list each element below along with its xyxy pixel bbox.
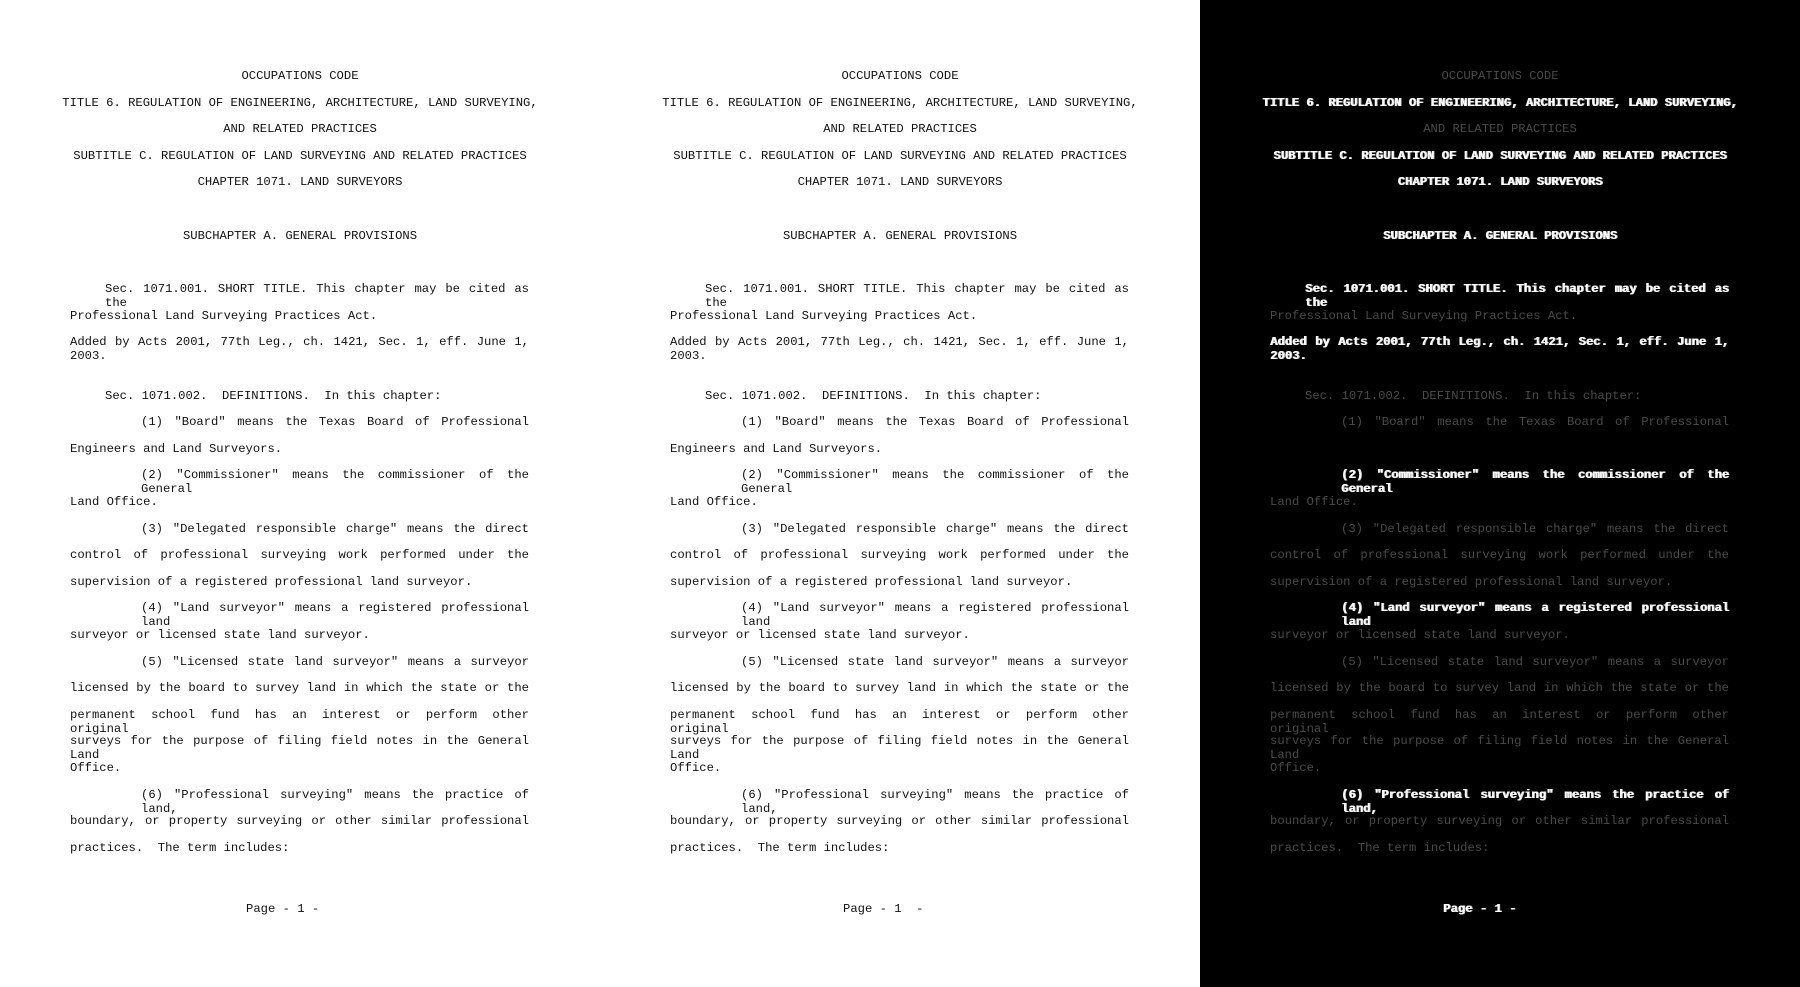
body-line: control of professional surveying work performed under the bbox=[70, 548, 529, 562]
body-line: (6) "Professional surveying" means the practice of land, bbox=[141, 788, 529, 816]
body-line: Engineers and Land Surveyors. bbox=[670, 442, 883, 456]
body-line: (3) "Delegated responsible charge" means the direct bbox=[141, 522, 529, 536]
body-line: surveys for the purpose of filing field notes in the General Land bbox=[670, 734, 1129, 762]
body-line: control of professional surveying work performed under the bbox=[1270, 548, 1729, 562]
body-line: Professional Land Surveying Practices Act. bbox=[1270, 309, 1578, 323]
body-line: surveys for the purpose of filing field notes in the General Land bbox=[1270, 734, 1729, 762]
body-line: (6) "Professional surveying" means the practice of land, bbox=[1341, 788, 1729, 816]
body-line: (5) "Licensed state land surveyor" means a surveyor bbox=[741, 655, 1129, 669]
body-line: Sec. 1071.001. SHORT TITLE. This chapter may be cited as the bbox=[705, 282, 1129, 310]
body-line: Professional Land Surveying Practices Act. bbox=[670, 309, 978, 323]
subchapter-heading: SUBCHAPTER A. GENERAL PROVISIONS bbox=[1382, 229, 1618, 243]
body-line: boundary, or property surveying or other similar professional bbox=[670, 814, 1129, 828]
body-line: surveys for the purpose of filing field notes in the General Land bbox=[70, 734, 529, 762]
header-subtitle: SUBTITLE C. REGULATION OF LAND SURVEYING AND RELATED PRACTICES bbox=[673, 149, 1127, 163]
body-line: (2) "Commissioner" means the commissioner of the General bbox=[741, 468, 1129, 496]
body-line: supervision of a registered professional land surveyor. bbox=[1270, 575, 1673, 589]
header-title-line1: TITLE 6. REGULATION OF ENGINEERING, ARCHITECTURE, LAND SURVEYING, bbox=[62, 96, 538, 110]
document-page-diff bbox=[1200, 0, 1800, 987]
body-line: supervision of a registered professional land surveyor. bbox=[670, 575, 1073, 589]
body-line: supervision of a registered professional land surveyor. bbox=[70, 575, 473, 589]
header-title-line1: TITLE 6. REGULATION OF ENGINEERING, ARCHITECTURE, LAND SURVEYING, bbox=[662, 96, 1138, 110]
header-title-line2: AND RELATED PRACTICES bbox=[1423, 122, 1577, 136]
header-code: OCCUPATIONS CODE bbox=[241, 69, 359, 83]
body-line: surveyor or licensed state land surveyor. bbox=[70, 628, 370, 642]
body-line: Sec. 1071.001. SHORT TITLE. This chapter may be cited as the bbox=[1305, 282, 1729, 310]
body-line: permanent school fund has an interest or perform other original bbox=[1270, 708, 1729, 736]
body-line: practices. The term includes: bbox=[70, 841, 290, 855]
body-line: Office. bbox=[670, 761, 722, 775]
body-line: Sec. 1071.001. SHORT TITLE. This chapter may be cited as the bbox=[105, 282, 529, 310]
body-line: (6) "Professional surveying" means the practice of land, bbox=[741, 788, 1129, 816]
body-line: Sec. 1071.002. DEFINITIONS. In this chapter: bbox=[1305, 389, 1642, 403]
header-title-line2: AND RELATED PRACTICES bbox=[823, 122, 977, 136]
body-line: Land Office. bbox=[1270, 495, 1358, 509]
body-line: surveyor or licensed state land surveyor. bbox=[670, 628, 970, 642]
header-chapter: CHAPTER 1071. LAND SURVEYORS bbox=[797, 175, 1003, 189]
body-line: practices. The term includes: bbox=[670, 841, 890, 855]
subchapter-heading: SUBCHAPTER A. GENERAL PROVISIONS bbox=[782, 229, 1018, 243]
header-code: OCCUPATIONS CODE bbox=[841, 69, 959, 83]
body-line: control of professional surveying work performed under the bbox=[670, 548, 1129, 562]
body-line: (5) "Licensed state land surveyor" means a surveyor bbox=[1341, 655, 1729, 669]
body-line: (4) "Land surveyor" means a registered professional land bbox=[741, 601, 1129, 629]
header-chapter: CHAPTER 1071. LAND SURVEYORS bbox=[1397, 175, 1603, 189]
body-line: permanent school fund has an interest or perform other original bbox=[70, 708, 529, 736]
body-line: (4) "Land surveyor" means a registered professional land bbox=[141, 601, 529, 629]
body-line: (1) "Board" means the Texas Board of Professional bbox=[141, 415, 529, 429]
body-line: (3) "Delegated responsible charge" means the direct bbox=[741, 522, 1129, 536]
body-line: boundary, or property surveying or other similar professional bbox=[70, 814, 529, 828]
body-line: (2) "Commissioner" means the commissioner of the General bbox=[141, 468, 529, 496]
body-line: licensed by the board to survey land in which the state or the bbox=[70, 681, 529, 695]
document-page-original bbox=[0, 0, 600, 987]
body-line: Added by Acts 2001, 77th Leg., ch. 1421, Sec. 1, eff. June 1, 2003. bbox=[670, 335, 1129, 363]
body-line: licensed by the board to survey land in which the state or the bbox=[1270, 681, 1729, 695]
body-line: licensed by the board to survey land in which the state or the bbox=[670, 681, 1129, 695]
body-line: Added by Acts 2001, 77th Leg., ch. 1421, Sec. 1, eff. June 1, 2003. bbox=[1270, 335, 1729, 363]
body-line: (5) "Licensed state land surveyor" means a surveyor bbox=[141, 655, 529, 669]
page-number: Page - 1 - bbox=[246, 902, 320, 916]
body-line: (1) "Board" means the Texas Board of Professional bbox=[1341, 415, 1729, 429]
header-subtitle: SUBTITLE C. REGULATION OF LAND SURVEYING AND RELATED PRACTICES bbox=[1273, 149, 1727, 163]
body-line: Sec. 1071.002. DEFINITIONS. In this chapter: bbox=[705, 389, 1042, 403]
header-code: OCCUPATIONS CODE bbox=[1441, 69, 1559, 83]
page-number: Page - 1 - bbox=[843, 902, 924, 916]
header-subtitle: SUBTITLE C. REGULATION OF LAND SURVEYING AND RELATED PRACTICES bbox=[73, 149, 527, 163]
body-line: permanent school fund has an interest or perform other original bbox=[670, 708, 1129, 736]
body-line: (1) "Board" means the Texas Board of Professional bbox=[741, 415, 1129, 429]
body-line: surveyor or licensed state land surveyor. bbox=[1270, 628, 1570, 642]
body-line: boundary, or property surveying or other similar professional bbox=[1270, 814, 1729, 828]
body-line: Land Office. bbox=[670, 495, 758, 509]
body-line: Office. bbox=[70, 761, 122, 775]
header-chapter: CHAPTER 1071. LAND SURVEYORS bbox=[197, 175, 403, 189]
body-line: (2) "Commissioner" means the commissioner of the General bbox=[1341, 468, 1729, 496]
body-line: (4) "Land surveyor" means a registered professional land bbox=[1341, 601, 1729, 629]
body-line: Land Office. bbox=[70, 495, 158, 509]
document-page-rendered bbox=[600, 0, 1200, 987]
body-line: Professional Land Surveying Practices Act. bbox=[70, 309, 378, 323]
subchapter-heading: SUBCHAPTER A. GENERAL PROVISIONS bbox=[182, 229, 418, 243]
body-line: Added by Acts 2001, 77th Leg., ch. 1421, Sec. 1, eff. June 1, 2003. bbox=[70, 335, 529, 363]
body-line: (3) "Delegated responsible charge" means the direct bbox=[1341, 522, 1729, 536]
header-title-line1: TITLE 6. REGULATION OF ENGINEERING, ARCHITECTURE, LAND SURVEYING, bbox=[1262, 96, 1738, 110]
header-title-line2: AND RELATED PRACTICES bbox=[223, 122, 377, 136]
body-line: Engineers and Land Surveyors. bbox=[70, 442, 283, 456]
body-line: Office. bbox=[1270, 761, 1322, 775]
body-line: Sec. 1071.002. DEFINITIONS. In this chapter: bbox=[105, 389, 442, 403]
body-line: practices. The term includes: bbox=[1270, 841, 1490, 855]
page-number: Page - 1 - bbox=[1443, 902, 1517, 916]
